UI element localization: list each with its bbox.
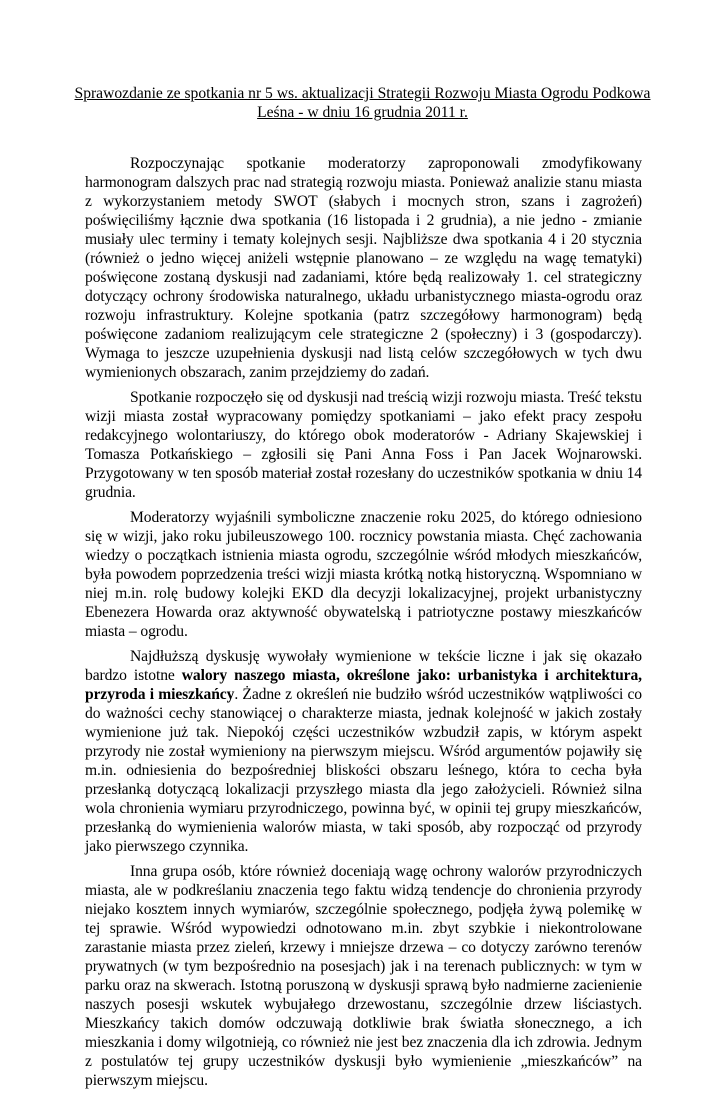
- paragraph-5: Inna grupa osób, które również doceniają wagę ochrony walorów przyrodniczych miasta, ale w podkreślaniu znaczenia tego faktu widzą tendencje do chronienia przyrody niejako kosztem innych wymiarów, szczególnie społecznego, podjęła żywą polemikę w tej sprawie. Wśród wypowiedzi odnotowano m.in. zbyt szybkie i niekontrolowane zarastanie miasta przez zieleń, krzewy i mniejsze drzewa – co dotyczy zarówno terenów prywatnych (w tym bezpośrednio na posesjach) jak i na terenach publicznych: w tym w parku oraz na skwerach. Istotną poruszoną w dyskusji sprawą było nadmierne zacienienie naszych posesji wskutek wybujałego drzewostanu, szczególnie drzew liściastych. Mieszkańcy takich domów odczuwają dotkliwie brak światła słonecznego, a ich mieszkania i domy wilgotnieją, co również nie jest bez znaczenia dla ich zdrowia. Jednym z postulatów tej grupy uczestników dyskusji było wymienienie „mieszkańców” na pierwszym miejscu.: [85, 863, 642, 1089]
- paragraph-1: Rozpoczynając spotkanie moderatorzy zaproponowali zmodyfikowany harmonogram dalszych prac nad strategią rozwoju miasta. Ponieważ analizie stanu miasta z wykorzystaniem metody SWOT (słabych i mocnych stron, szans i zagrożeń) poświęciliśmy łącznie dwa spotkania (16 listopada i 2 grudnia), a nie jedno - zmianie musiały ulec terminy i tematy kolejnych sesji. Najbliższe dwa spotkania 4 i 20 stycznia (również o jedno więcej aniżeli wstępnie planowano – ze względu na wagę tematyki) poświęcone zostaną dyskusji nad zadaniami, które będą realizowały 1. cel strategiczny dotyczący ochrony środowiska naturalnego, układu urbanistycznego miasta-ogrodu oraz rozwoju infrastruktury. Kolejne spotkania (patrz szczegółowy harmonogram) będą poświęcone zadaniom realizującym cele strategiczne 2 (społeczny) i 3 (gospodarczy). Wymaga to jeszcze uzupełnienia dyskusji nad listą celów szczegółowych w tych dwu wymienionych obszarach, zanim przejdziemy do zadań.: [85, 155, 642, 381]
- paragraph-3: Moderatorzy wyjaśnili symboliczne znaczenie roku 2025, do którego odniesiono się w wizji, jako roku jubileuszowego 100. rocznicy powstania miasta. Chęć zachowania wiedzy o początkach istnienia miasta ogrodu, szczególnie wśród młodych mieszkańców, była powodem poprzedzenia treści wizji miasta krótką notką historyczną. Wspomniano w niej m.in. rolę budowy kolejki EKD dla decyzji lokalizacyjnej, projekt urbanistyczny Ebenezera Howarda oraz aktywność obywatelską i patriotyczne postawy mieszkańców miasta – ogrodu.: [85, 509, 642, 640]
- paragraph-4-text-before: Najdłuższą dyskusję wywołały wymienione w tekście liczne i jak się okazało bardzo istotne: [85, 648, 642, 684]
- paragraph-4-bold-text: walory naszego miasta, określone jako: urbanistyka i architektura, przyroda i mieszkańcy: [85, 667, 642, 703]
- document-title: Sprawozdanie ze spotkania nr 5 ws. aktualizacji Strategii Rozwoju Miasta Ogrodu Podkowa Leśna - w dniu 16 grudnia 2011 r.: [74, 85, 651, 121]
- paragraph-4: [85, 647, 642, 856]
- document-body: [85, 154, 642, 1096]
- paragraph-4-text-after: . Żadne z określeń nie budziło wśród uczestników wątpliwości co do ważności cechy stanowiącej o charakterze miasta, jednak kolejność w jakich zostały wymienione już tak. Niepokój części uczestników wzbudził zapis, w którym aspekt przyrody nie został wymieniony na pierwszym miejscu. Wśród argumentów pojawiły się m.in. odniesienia do bezpośredniej bliskości obszaru leśnego, która to cecha była przesłanką dotyczącą lokalizacji przyszłego miasta dla jego założycieli. Również silna wola chronienia wymiaru przyrodniczego, powinna być, w opinii tej grupy mieszkańców, przesłanką do wymienienia walorów miasta, w taki sposób, aby rozpocząć od przyrody jako pierwszego czynnika.: [85, 686, 643, 855]
- paragraph-2: Spotkanie rozpoczęło się od dyskusji nad treścią wizji rozwoju miasta. Treść tekstu wizji miasta został wypracowany pomiędzy spotkaniami – jako efekt pracy zespołu redakcyjnego wolontariuszy, do którego obok moderatorów - Adriany Skajewskiej i Tomasza Potkańskiego – zgłosili się Pani Anna Foss i Pan Jacek Wojnarowski. Przygotowany w ten sposób materiał został rozesłany do uczestników spotkania w dniu 14 grudnia.: [85, 389, 642, 501]
